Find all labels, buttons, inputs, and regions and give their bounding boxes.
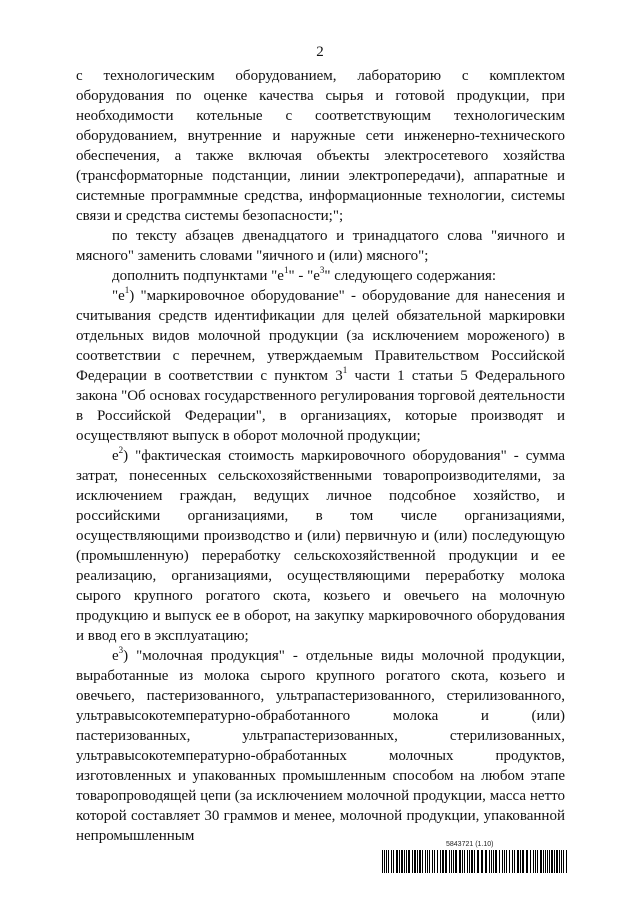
paragraph-2: по тексту абзацев двенадцатого и тринадцатого слова "яичного и мясного" заменить словами "яичного и (или) мясного"; [76, 228, 565, 264]
document-body [76, 66, 565, 846]
paragraph-4: "$е^1$) "маркировочное оборудование" - оборудование для нанесения и считывания средств идентификации для целей обязательной маркировки отдельных видов молочной продукции (за исключением мороженого) в соответствии с перечнем, утверждаемым Правительством Российской Федерации в соответствии с пунктом $3^1$ части 1 статьи 5 Федерального закона "Об основах государственного регулирования торговой деятельности в Российской Федерации", в организациях, которые производят и осуществляют выпуск в оборот молочной продукции; [76, 285, 565, 444]
paragraph-1: с технологическим оборудованием, лабораторию с комплектом оборудования по оценке качества сырья и готовой продукции, при необходимости котельные с соответствующим технологическим оборудованием, внутренние и наружные сети инженерно-технического обеспечения, а также включая объекты электросетевого хозяйства (трансформаторные подстанции, линии электропередачи), аппаратные и системные программные средства, информационные технологии, системы связи и средства системы безопасности;"; [76, 68, 565, 224]
paragraph-5: $е^2$) "фактическая стоимость маркировочного оборудования" - сумма затрат, понесенных сельскохозяйственными товаропроизводителями, за исключением граждан, ведущих личное подсобное хозяйство, и российскими организациями, в том числе организациями, осуществляющими производство и (или) первичную и (или) последующую (промышленную) переработку сельскохозяйственной продукции и ее реализацию, организациями, осуществляющими переработку молока сырого крупного рогатого скота, козьего и овечьего на молочную продукцию и выпуск ее в оборот, на закупку маркировочного оборудования и ввод его в эксплуатацию; [76, 445, 565, 644]
paragraph-6: $е^3$) "молочная продукция" - отдельные виды молочной продукции, выработанные из молока сырого крупного рогатого скота, козьего и овечьего, пастеризованного, ультрапастеризованного, стерилизованного, ультравысокотемпературно-обработанного молока и (или) пастеризованных, ультрапастеризованных, стерилизованных, ультравысокотемпературно-обработанных молочных продуктов, изготовленных и упакованных промышленным способом на любом этапе товаропроводящей цепи (за исключением молочной продукции, масса нетто которой составляет 30 граммов и менее, молочной продукции, упакованной непромышленным [76, 645, 565, 844]
page-number: 2 [316, 44, 324, 60]
barcode-id: 5843721 (1.10) [446, 841, 494, 848]
paragraph-3: дополнить подпунктами "$е^1$" - "$е^3$" следующего содержания: [112, 265, 497, 284]
barcode-icon [382, 850, 568, 873]
